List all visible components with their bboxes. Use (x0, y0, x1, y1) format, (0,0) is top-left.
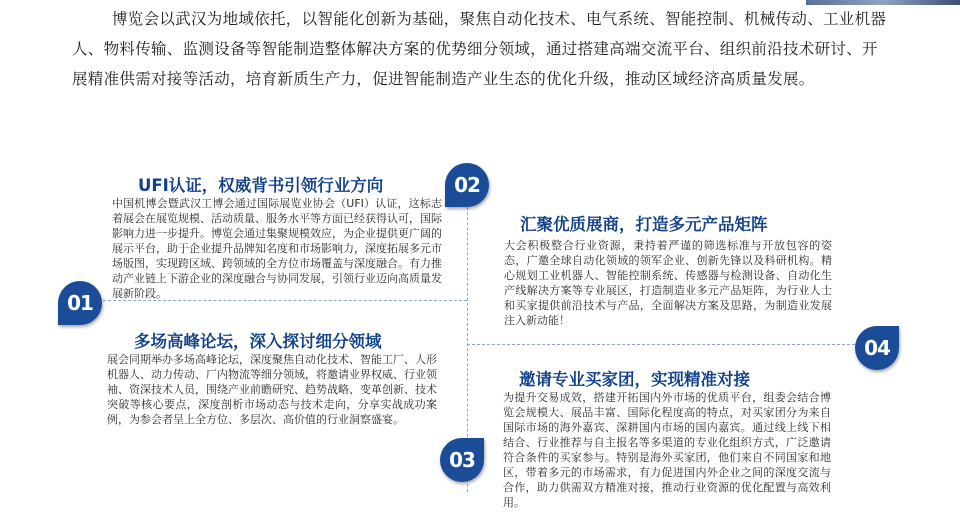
intro-text: 博览会以武汉为地域依托，以智能化创新为基础，聚焦自动化技术、电气系统、智能控制、机械传动、工业机器人、物料传输、监测设备等智能制造整体解决方案的优势细分领域，通过搭建高端交流平台、组织前沿技术研讨、开展精准供需对接等活动，培育新质生产力，促进智能制造产业生态的优化升级，推动区域经济高质量发展。 (72, 10, 887, 88)
section-title-exhibitors: 汇聚优质展商，打造多元产品矩阵 (520, 215, 768, 234)
section-body-exhibitors: 大会积极整合行业资源，秉持着严谨的筛选标准与开放包容的姿态，广邀全球自动化领域的领军企业、创新先锋以及科研机构。精心规划工业机器人、智能控制系统、传感器与检测设备、自动化生产线解决方案等专业展区，打造制造业多元产品矩阵，为行业人士和买家提供前沿技术与产品，全面解决方案及思路，为制造业发展注入新动能！ (504, 239, 832, 327)
intro-paragraph (72, 4, 892, 94)
badge-01: 01 (58, 281, 102, 325)
section-title-forums: 多场高峰论坛，深入探讨细分领域 (134, 332, 382, 351)
section-body-buyers: 为提升交易成效，搭建开拓国内外市场的优质平台，组委会结合博览会规模大、展品丰富、国际化程度高的特点，对买家团分为来自国际市场的海外嘉宾、深耕国内市场的国内嘉宾。通过线上线下相结合、行业推荐与自主报名等多渠道的专业化组织方式，广泛邀请符合条件的买家参与。特别是海外买家团，他们来自不同国家和地区，带着多元的市场需求，有力促进国内外企业之间的深度交流与合作，助力供需双方精准对接，推动行业资源的优化配置与高效利用。 (503, 391, 831, 509)
badge-04: 04 (855, 326, 899, 370)
section-title-ufi: UFI认证，权威背书引领行业方向 (138, 176, 384, 195)
badge-02: 02 (445, 163, 489, 207)
badge-03: 03 (440, 438, 484, 482)
section-title-buyers: 邀请专业买家团，实现精准对接 (519, 370, 750, 389)
divider-horizontal-right (467, 344, 855, 345)
section-body-ufi: 中国机博会暨武汉工博会通过国际展览业协会（UFI）认证，这标志着展会在展览规模、活动质量、服务水平等方面已经获得认可，国际影响力进一步提升。博览会通过集聚规模效应，为企业提供更广阔的展示平台，助于企业提升品牌知名度和市场影响力，深度拓展多元市场版图，实现跨区域、跨领域的全方位市场覆盖与深度融合。有力推动产业链上下游企业的深度融合与协同发展，引领行业迈向高质量发展新阶段。 (112, 197, 442, 300)
section-body-forums: 展会同期举办多场高峰论坛，深度聚焦自动化技术、智能工厂、人形机器人、动力传动、厂内物流等细分领域，将邀请业界权威、行业领袖、资深技术人员，围绕产业前瞻研究、趋势战略、变革创新、技术突破等核心要点，深度剖析市场动态与技术走向，分享实战成功案例，为参会者呈上全方位、多层次、高价值的行业洞察盛宴。 (107, 353, 437, 426)
